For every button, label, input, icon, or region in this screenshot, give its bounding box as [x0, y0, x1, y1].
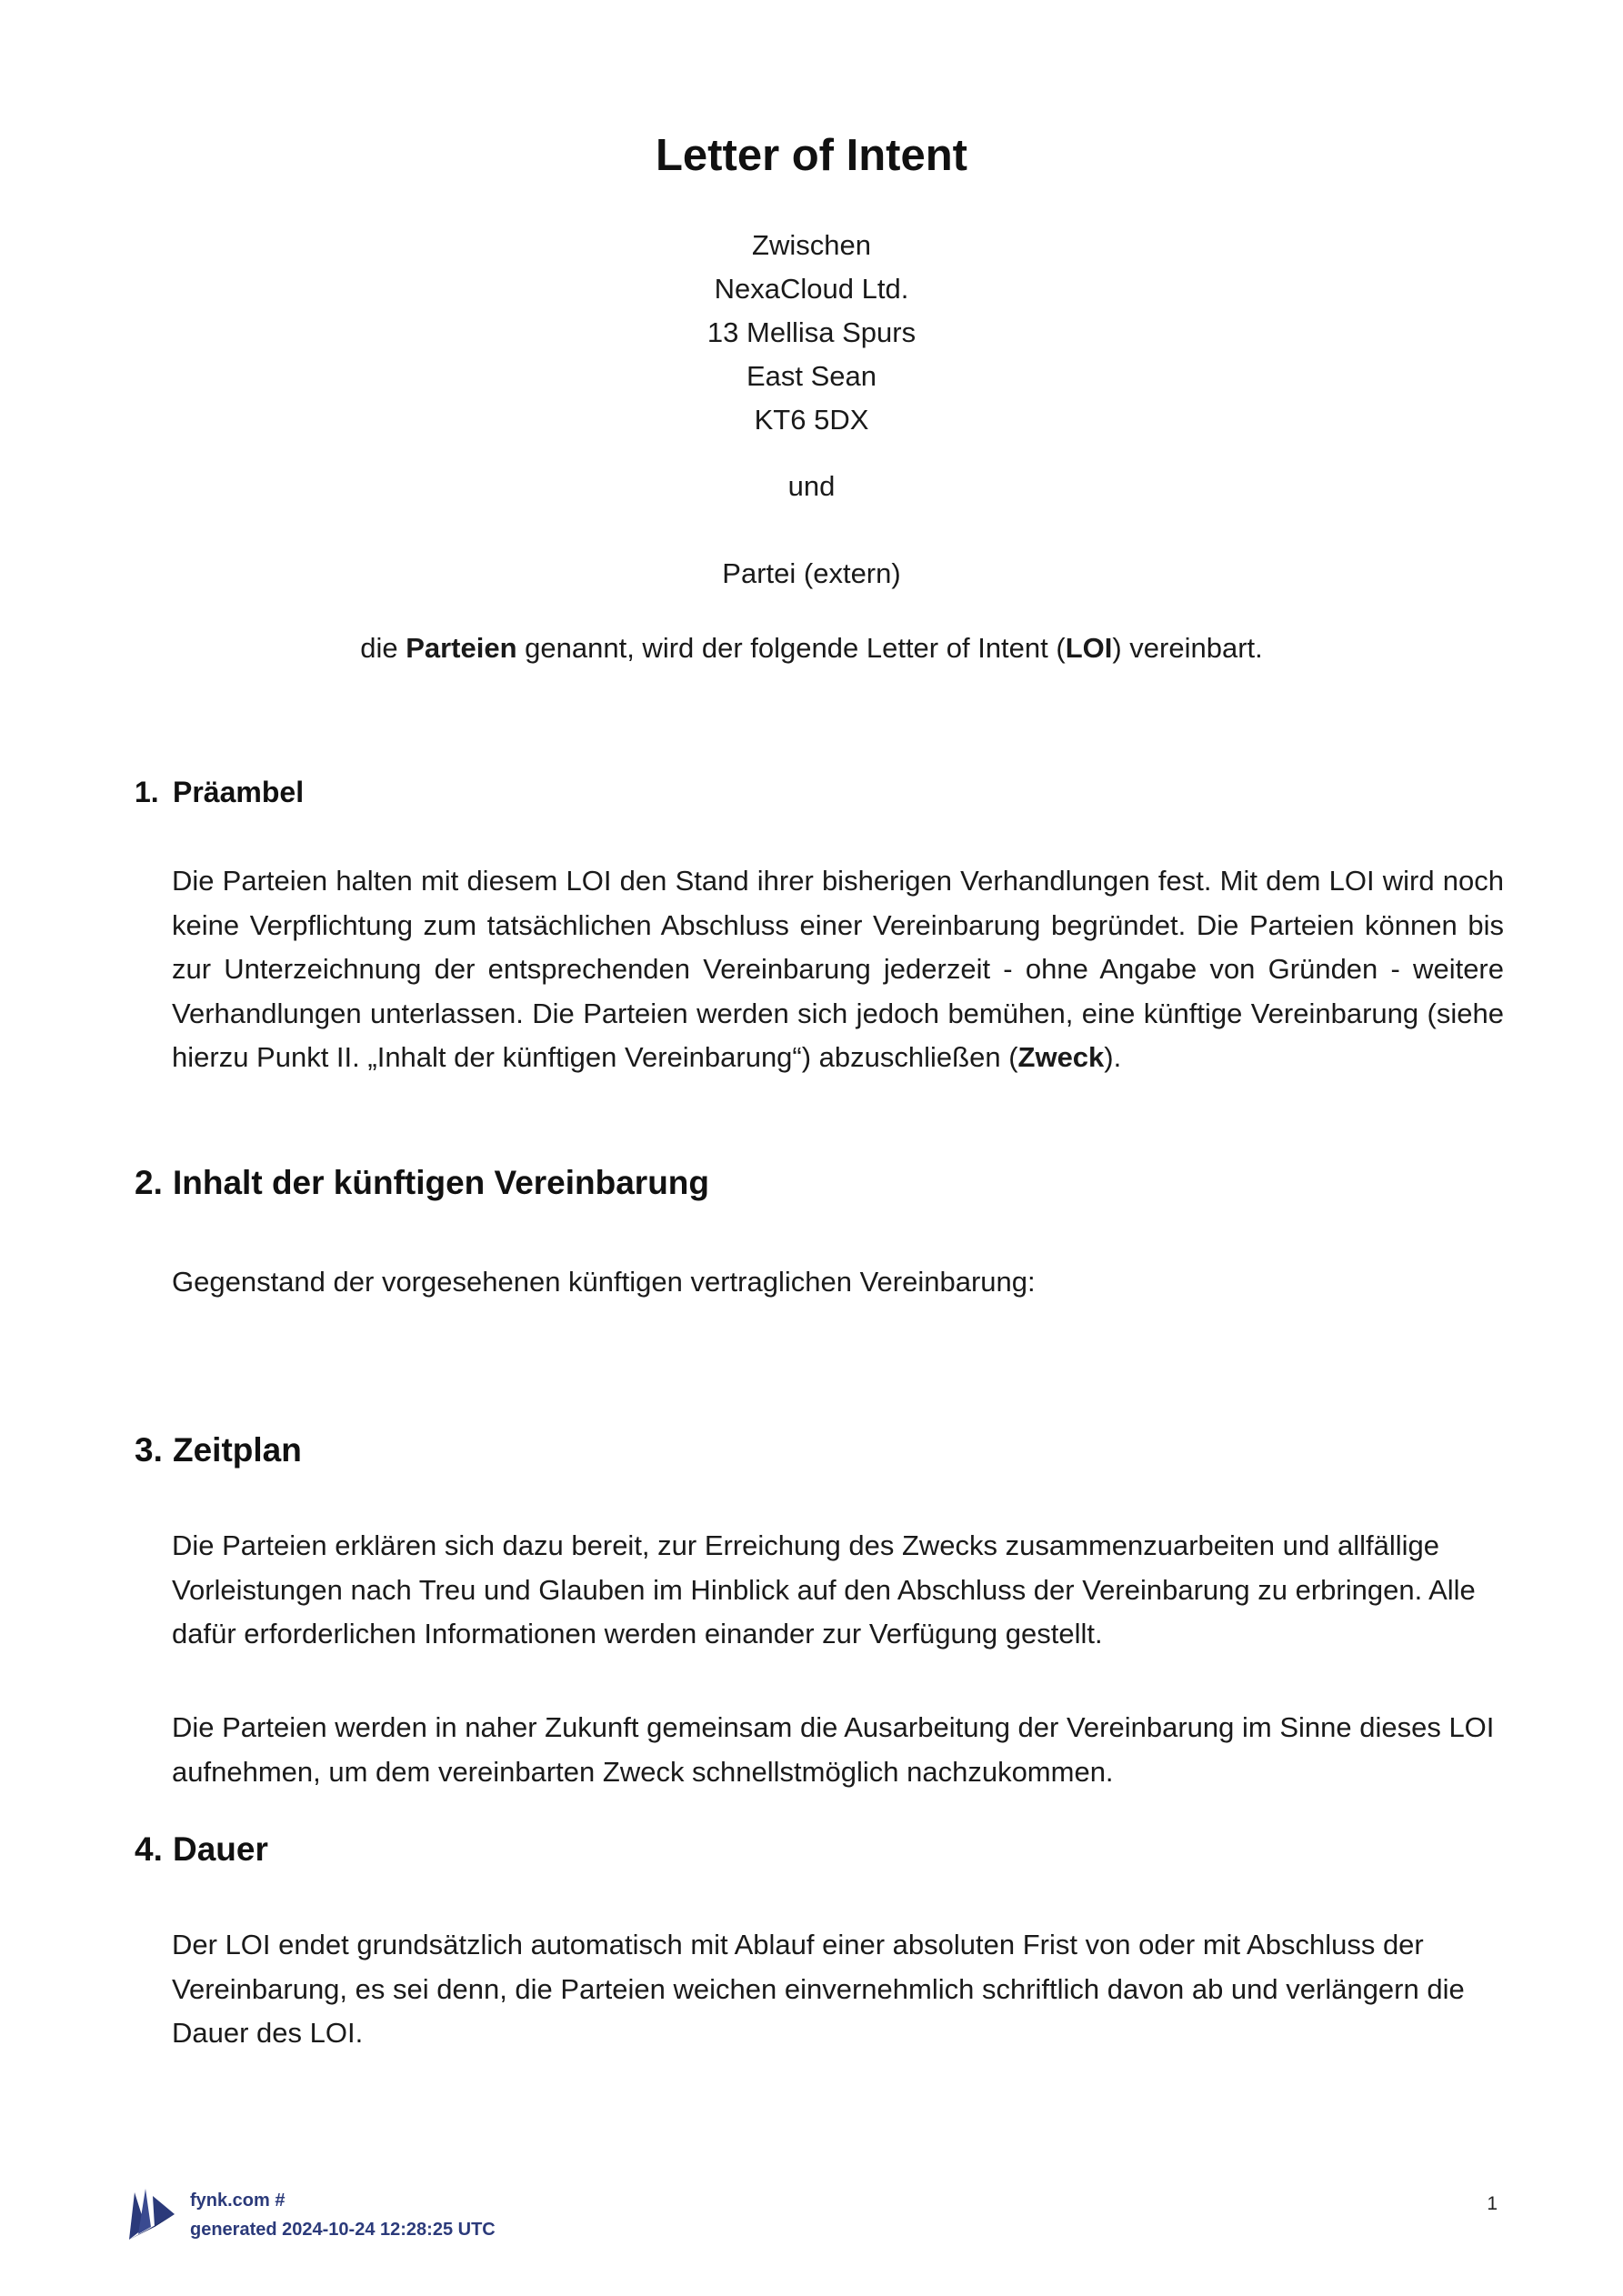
- def-bold-loi: LOI: [1065, 632, 1113, 664]
- section-3-title: Zeitplan: [173, 1431, 302, 1469]
- party2-name: Partei (extern): [722, 557, 901, 589]
- footer-generated-timestamp: generated 2024-10-24 12:28:25 UTC: [190, 2220, 496, 2240]
- section-4-title: Dauer: [173, 1830, 268, 1868]
- section-4-number: 4.: [135, 1830, 163, 1868]
- section-3-heading: [135, 1431, 302, 1469]
- def-middle: genannt, wird der folgende Letter of Intent (: [516, 632, 1066, 664]
- def-bold-parteien: Parteien: [406, 632, 517, 664]
- section-2-paragraph: Gegenstand der vorgesehenen künftigen vertraglichen Vereinbarung:: [172, 1266, 1036, 1298]
- section-1-text: Die Parteien halten mit diesem LOI den Stand ihrer bisherigen Verhandlungen fest. Mit dem LOI wird noch keine Verpflichtung zum tatsächlichen Abschluss einer Vereinbarung begründet. Die Parteien können bis zur Unterzeichnung der entsprechenden Vereinbarung jederzeit - ohne Angabe von Gründen - weitere Verhandlungen unterlassen. Die Parteien werden sich jedoch bemühen, eine künftige Vereinbarung (siehe hierzu Punkt II. „Inhalt der künftigen Vereinbarung“) abzuschließen (: [172, 865, 1504, 1073]
- fynk-logo-icon: [127, 2185, 176, 2241]
- section-4-paragraph: Der LOI endet grundsätzlich automatisch mit Ablauf einer absoluten Frist von oder mit Abschluss der Vereinbarung, es sei denn, die Parteien weichen einvernehmlich schriftlich davon ab und verlängern die Dauer des LOI.: [172, 1929, 1465, 2049]
- party1-postcode: KT6 5DX: [754, 404, 869, 436]
- section-2-number: 2.: [135, 1164, 163, 1201]
- footer-text: [190, 2186, 496, 2244]
- footer-brand-link[interactable]: fynk.com #: [190, 2191, 286, 2211]
- section-3-paragraph-1: Die Parteien erklären sich dazu bereit, zur Erreichung des Zwecks zusammenzuarbeiten und allfällige Vorleistungen nach Treu und Glauben im Hinblick auf den Abschluss der Vereinbarung zu erbringen. Alle dafür erforderlichen Informationen werden einander zur Verfügung gestellt.: [172, 1529, 1476, 1649]
- section-1-heading: [135, 776, 304, 809]
- party1-name: NexaCloud Ltd.: [714, 273, 909, 305]
- section-2-heading: [135, 1164, 709, 1202]
- def-prefix: die: [360, 632, 406, 664]
- section-3-number: 3.: [135, 1431, 163, 1469]
- parties-definition: [0, 632, 1623, 665]
- document-title: Letter of Intent: [656, 131, 967, 180]
- def-suffix: ) vereinbart.: [1112, 632, 1263, 664]
- parties-address-block: [0, 224, 1623, 442]
- and-label: und: [787, 470, 836, 502]
- section-3-paragraph-2: Die Parteien werden in naher Zukunft gemeinsam die Ausarbeitung der Vereinbarung im Sinne dieses LOI aufnehmen, um dem vereinbarten Zweck schnellstmöglich nachzukommen.: [172, 1711, 1495, 1788]
- section-2-title: Inhalt der künftigen Vereinbarung: [173, 1164, 710, 1201]
- section-4-heading: [135, 1830, 268, 1869]
- section-1-paragraph: [172, 859, 1504, 1080]
- section-1-text-end: ).: [1104, 1041, 1122, 1073]
- section-1-title: Präambel: [173, 776, 305, 808]
- section-1-number: 1.: [135, 776, 159, 808]
- party1-street: 13 Mellisa Spurs: [706, 316, 917, 348]
- section-1-bold-zweck: Zweck: [1017, 1041, 1105, 1073]
- between-label: Zwischen: [752, 229, 871, 261]
- party1-city: East Sean: [746, 360, 877, 392]
- page-number: 1: [1487, 2193, 1498, 2214]
